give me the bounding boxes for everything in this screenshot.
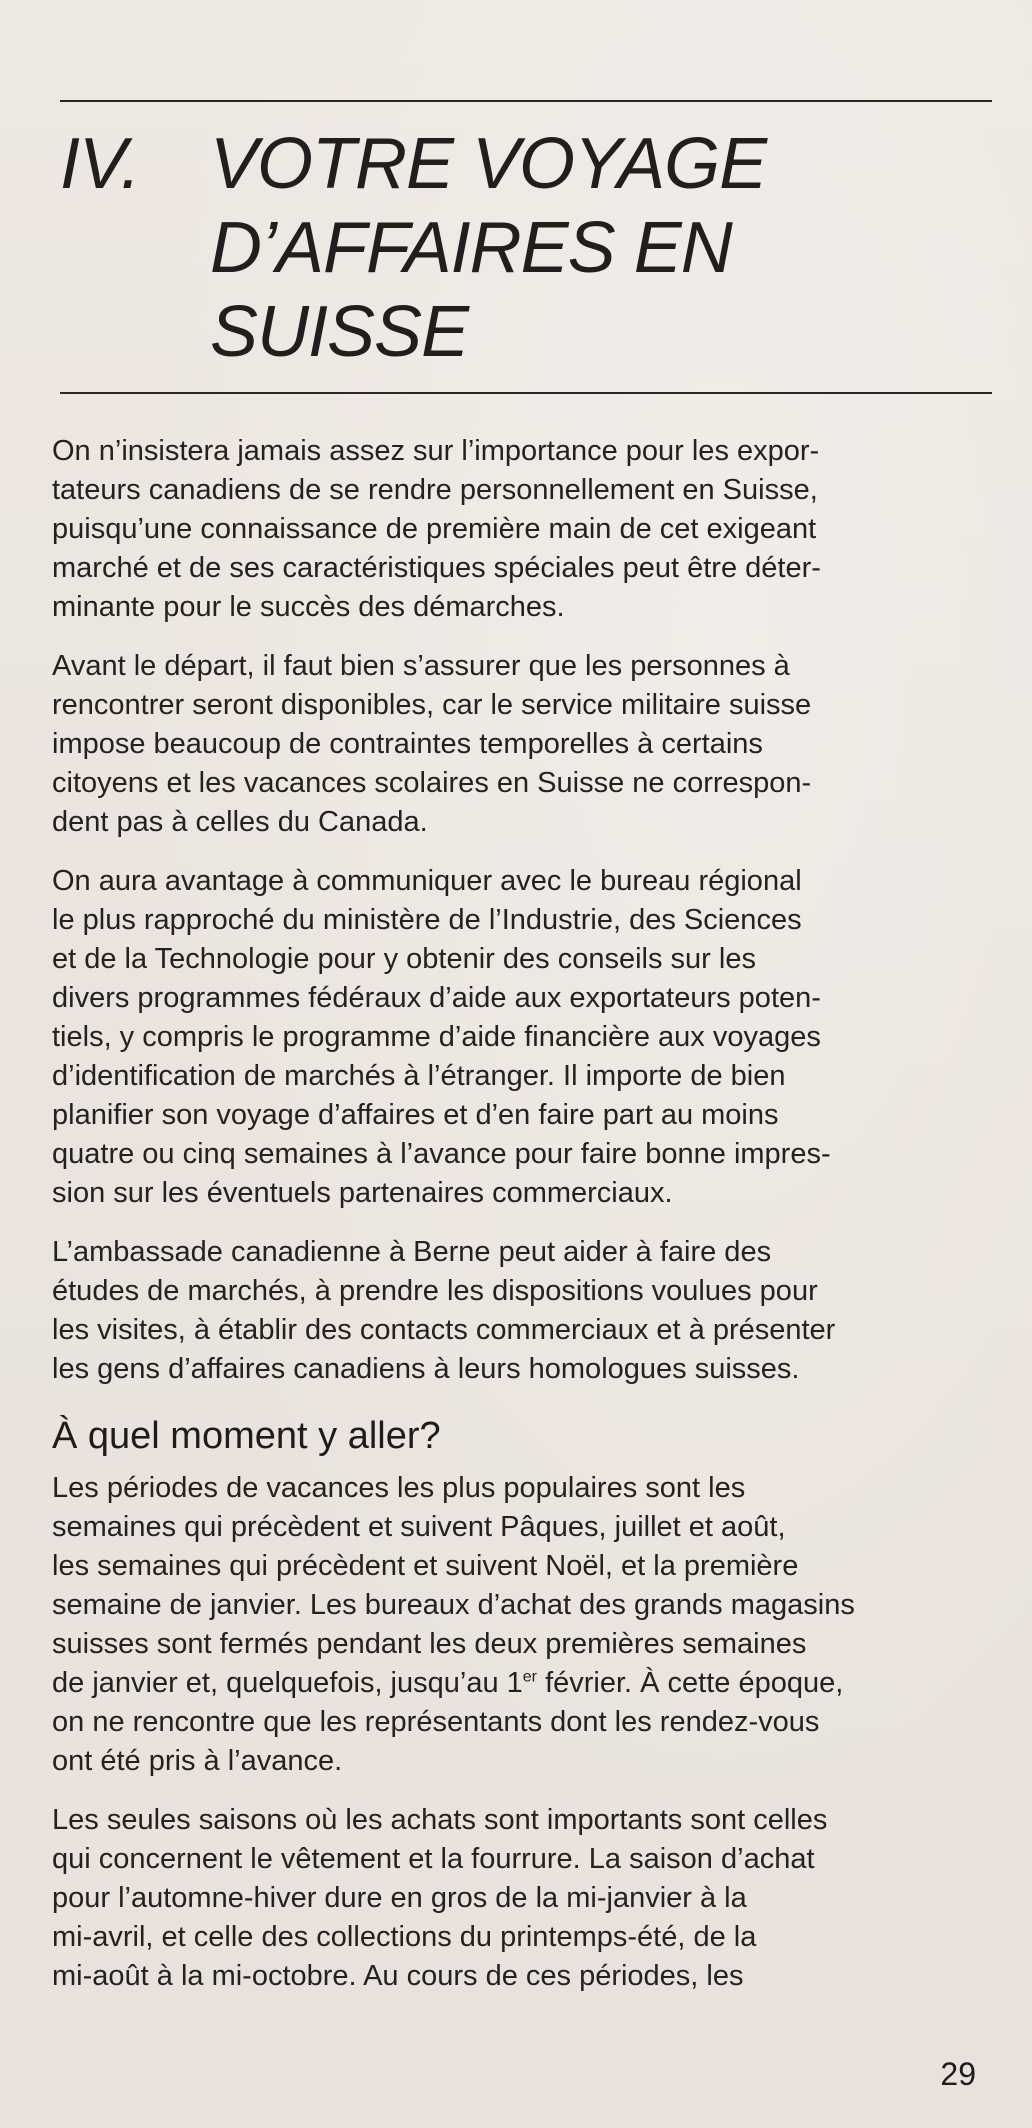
chapter-title-line: SUISSE — [210, 292, 469, 372]
text-line — [52, 1664, 992, 1703]
paragraph — [52, 647, 992, 842]
text-fragment: de janvier et, quelquefois, jusqu’au 1 — [52, 1667, 523, 1699]
text-line: qui concernent le vêtement et la fourrure. La saison d’achat — [52, 1843, 815, 1875]
paragraph — [52, 1233, 992, 1389]
text-fragment: février. À cette époque, — [537, 1667, 844, 1699]
paragraph — [52, 1801, 992, 1996]
text-line: Les seules saisons où les achats sont importants sont celles — [52, 1804, 828, 1836]
text-line: études de marchés, à prendre les dispositions voulues pour — [52, 1275, 818, 1307]
text-line: on ne rencontre que les représentants dont les rendez-vous — [52, 1706, 820, 1738]
text-line: tiels, y compris le programme d’aide financière aux voyages — [52, 1021, 821, 1053]
text-line: les gens d’affaires canadiens à leurs homologues suisses. — [52, 1353, 800, 1385]
text-line: d’identification de marchés à l’étranger. Il importe de bien — [52, 1060, 786, 1092]
text-line: semaine de janvier. Les bureaux d’achat des grands magasins — [52, 1589, 855, 1621]
text-line: suisses sont fermés pendant les deux premières semaines — [52, 1628, 807, 1660]
text-line: les visites, à établir des contacts commerciaux et à présenter — [52, 1314, 836, 1346]
text-line: citoyens et les vacances scolaires en Suisse ne correspon- — [52, 767, 812, 799]
text-line: divers programmes fédéraux d’aide aux exportateurs poten- — [52, 982, 821, 1014]
text-line: rencontrer seront disponibles, car le service militaire suisse — [52, 689, 812, 721]
text-line: impose beaucoup de contraintes temporelles à certains — [52, 728, 763, 760]
page-number: 29 — [940, 2056, 976, 2092]
text-line: Avant le départ, il faut bien s’assurer que les personnes à — [52, 650, 790, 682]
text-line: tateurs canadiens de se rendre personnellement en Suisse, — [52, 474, 818, 506]
text-line: marché et de ses caractéristiques spéciales peut être déter- — [52, 552, 821, 584]
text-line: le plus rapproché du ministère de l’Industrie, des Sciences — [52, 904, 802, 936]
paragraph — [52, 432, 992, 627]
top-rule — [60, 100, 992, 102]
chapter-title-line: D’AFFAIRES EN — [210, 208, 732, 288]
text-line: Les périodes de vacances les plus populaires sont les — [52, 1472, 746, 1504]
text-line: L’ambassade canadienne à Berne peut aider à faire des — [52, 1236, 772, 1268]
chapter-number: IV. — [60, 124, 140, 204]
chapter-title — [210, 122, 970, 374]
bottom-rule — [60, 392, 992, 394]
text-line: mi-avril, et celle des collections du printemps-été, de la — [52, 1921, 757, 1953]
text-line: et de la Technologie pour y obtenir des conseils sur les — [52, 943, 756, 975]
text-line: puisqu’une connaissance de première main de cet exigeant — [52, 513, 817, 545]
paragraph — [52, 862, 992, 1213]
chapter-heading — [60, 122, 980, 382]
text-line: planifier son voyage d’affaires et d’en faire part au moins — [52, 1099, 779, 1131]
text-line: quatre ou cinq semaines à l’avance pour faire bonne impres- — [52, 1138, 831, 1170]
text-line: sion sur les éventuels partenaires commerciaux. — [52, 1177, 673, 1209]
section-heading: À quel moment y aller? — [52, 1415, 441, 1457]
text-line: On n’insistera jamais assez sur l’importance pour les expor- — [52, 435, 820, 467]
paragraph — [52, 1469, 992, 1781]
text-line: ont été pris à l’avance. — [52, 1745, 343, 1777]
text-line: dent pas à celles du Canada. — [52, 806, 428, 838]
superscript: er — [522, 1668, 538, 1686]
text-line: mi-août à la mi-octobre. Au cours de ces périodes, les — [52, 1960, 744, 1992]
text-line: pour l’automne-hiver dure en gros de la mi-janvier à la — [52, 1882, 747, 1914]
chapter-title-line: VOTRE VOYAGE — [210, 124, 767, 204]
text-line: les semaines qui précèdent et suivent Noël, et la première — [52, 1550, 799, 1582]
text-line: semaines qui précèdent et suivent Pâques, juillet et août, — [52, 1511, 786, 1543]
text-line: minante pour le succès des démarches. — [52, 591, 565, 623]
body-text — [52, 432, 992, 2016]
text-line: On aura avantage à communiquer avec le bureau régional — [52, 865, 802, 897]
